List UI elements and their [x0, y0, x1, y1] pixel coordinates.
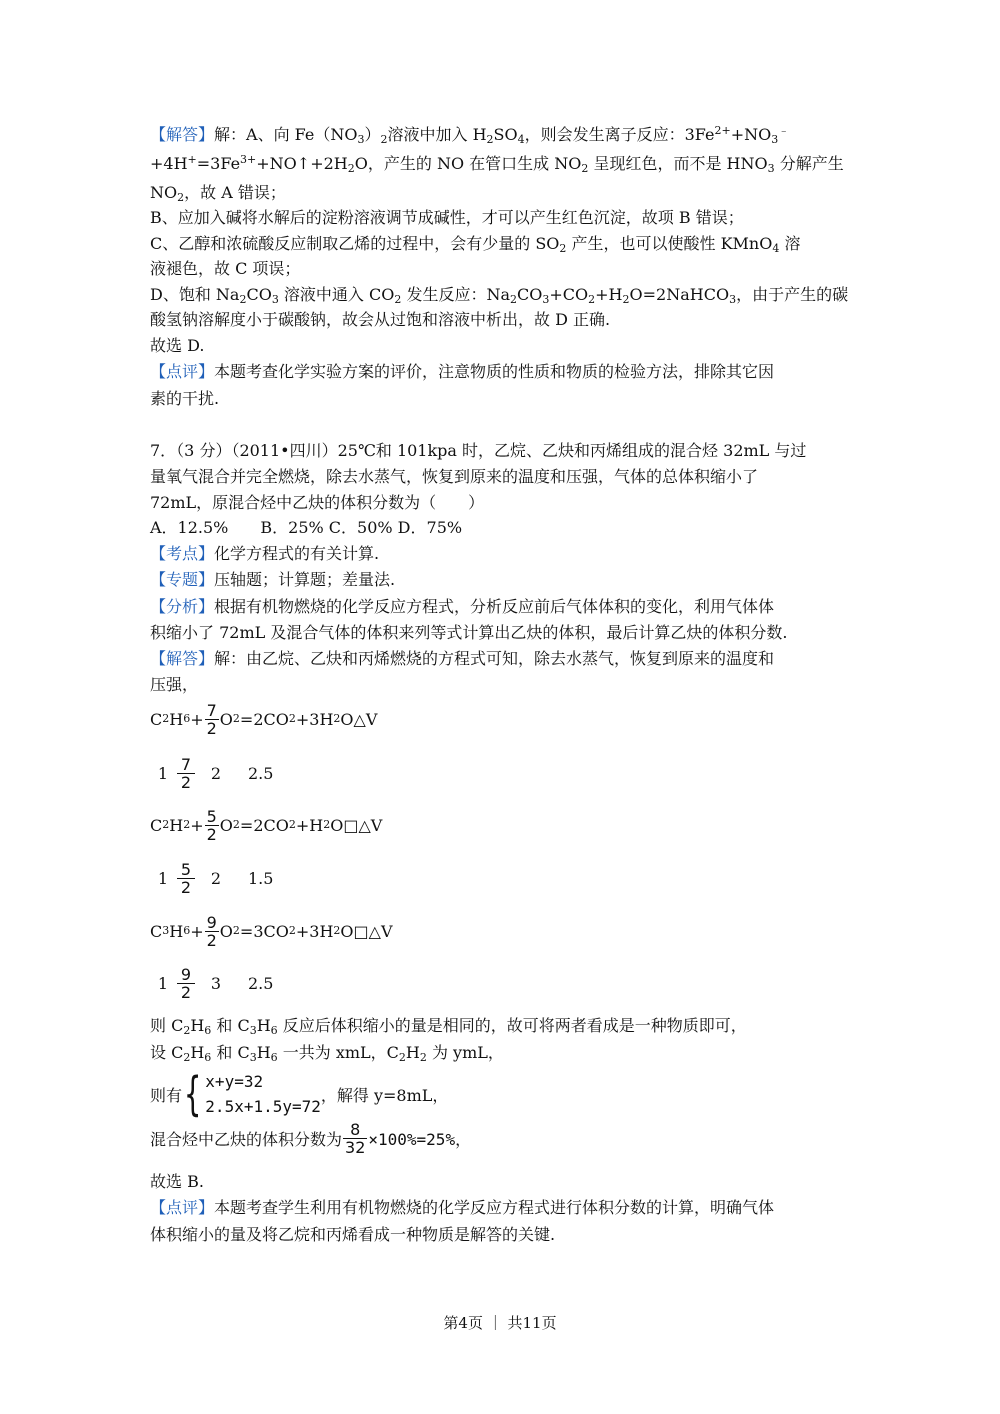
fraction: $\frac{5}{2}$ — [177, 861, 195, 896]
q7-analysis-1: 【分析】根据有机物燃烧的化学反应方程式，分析反应前后气体体积的变化，利用气体体 — [150, 597, 775, 616]
point-tag: 【考点】 — [150, 544, 215, 563]
q7-stem-3: 72mL，原混合烃中乙炔的体积分数为（ ） — [150, 493, 485, 512]
analysis-tag: 【分析】 — [150, 597, 215, 616]
q7-answer-2: 压强， — [150, 675, 199, 694]
equation-acetylene: C 2 H 2 + $\frac{5}{2}$ O 2 =2CO 2 +H 2 O□△V — [150, 806, 383, 844]
q7-stem-2: 量氧气混合并完全燃烧，除去水蒸气，恢复到原来的温度和压强，气体的总体积缩小了 — [150, 467, 759, 486]
percent-calculation: 混合烃中乙炔的体积分数为 $\frac{8}{32}$ ×100%=25%， — [150, 1120, 472, 1157]
prev-answer-line-3: $NO_2$，故 A 错误； — [150, 183, 286, 204]
ratio-row-acetylene: 1 $\frac{5}{2}$ 2 1.5 — [157, 859, 274, 897]
system-equations: x+y=32 2.5x+1.5y=72 — [205, 1072, 321, 1116]
answer-tag: 【解答】 — [150, 649, 215, 668]
q7-comment-2: 体积缩小的量及将乙烷和丙烯看成一种物质是解答的关键. — [150, 1225, 556, 1244]
q7-stem-1: 7．（3 分）（2011•四川）25℃和 101kpa 时，乙烷、乙炔和丙烯组成的混合烃 32mL 与过 — [150, 441, 807, 460]
fraction: $\frac{7}{2}$ — [206, 700, 217, 738]
prev-answer-option-d-2: 酸氢钠溶解度小于碳酸钠，故会从过饱和溶液中析出，故 D 正确. — [150, 310, 611, 329]
equation-propene: C 3 H 6 + $\frac{9}{2}$ O 2 =3CO 2 +3H 2 O□△V — [150, 912, 393, 950]
page-footer: 第4页 ｜ 共11页 — [443, 1314, 557, 1332]
equation-system: 则有 { x+y=32 2.5x+1.5y=72 ，解得 y=8mL， — [150, 1067, 449, 1121]
prev-comment-1: 【点评】本题考查化学实验方案的评价，注意物质的性质和物质的检验方法，排除其它因 — [150, 362, 775, 381]
q7-point: 【考点】化学方程式的有关计算. — [150, 544, 380, 563]
q7-comment-1: 【点评】本题考查学生利用有机物燃烧的化学反应方程式进行体积分数的计算，明确气体 — [150, 1198, 775, 1217]
prev-answer-option-d-1: D、饱和 $Na_2CO_3$ 溶液中通入 $CO_2$ 发生反应：$Na_2CO_3+CO_2+H_2O=2NaHCO_3$，由于产生的碳 — [150, 285, 849, 306]
prev-choice: 故选 D. — [150, 336, 205, 355]
prev-answer-option-c-2: 液褪色，故 C 项误； — [150, 259, 301, 278]
prev-answer-option-b: B、应加入碱将水解后的淀粉溶液调节成碱性，才可以产生红色沉淀，故项 B 错误； — [150, 208, 744, 227]
q7-then-2: 设 $C_2H_6$ 和 $C_3H_6$ 一共为 xmL，$C_2H_2$ 为 ymL， — [150, 1043, 504, 1064]
q7-analysis-2: 积缩小了 72mL 及混合气体的体积来列等式计算出乙炔的体积，最后计算乙炔的体积分数. — [150, 623, 788, 642]
fraction: $\frac{9}{2}$ — [206, 912, 217, 950]
q7-topic: 【专题】压轴题；计算题；差量法. — [150, 570, 396, 589]
q7-choice: 故选 B. — [150, 1172, 204, 1191]
answer-tag: 【解答】 — [150, 125, 215, 144]
ratio-row-propene: 1 $\frac{9}{2}$ 3 2.5 — [157, 964, 274, 1002]
prev-comment-2: 素的干扰. — [150, 389, 220, 408]
q7-answer-1: 【解答】解：由乙烷、乙炔和丙烯燃烧的方程式可知，除去水蒸气，恢复到原来的温度和 — [150, 649, 775, 668]
prev-answer-line-1: 【解答】解：A、向 $Fe(NO_3)_2$溶液中加入 $H_2SO_4$，则会发生离子反应：$3Fe^{2+}+NO_3^﹣$ — [150, 124, 790, 146]
q7-options: A．12.5% B．25% C．50% D．75% — [150, 518, 463, 537]
prev-answer-option-c-1: C、乙醇和浓硫酸反应制取乙烯的过程中，会有少量的 $SO_2$ 产生，也可以使酸性 KMnO$_4$ 溶 — [150, 234, 801, 255]
equation-ethane: C 2 H 6 + $\frac{7}{2}$ O 2 =2CO 2 +3H 2 O△V — [150, 700, 378, 738]
left-brace-icon: { — [183, 1067, 202, 1121]
fraction: $\frac{5}{2}$ — [206, 806, 217, 844]
fraction: $\frac{7}{2}$ — [177, 756, 195, 791]
comment-tag: 【点评】 — [150, 362, 215, 381]
ratio-row-ethane: 1 $\frac{7}{2}$ 2 2.5 — [157, 754, 274, 792]
q7-then-1: 则 $C_2H_6$ 和 $C_3H_6$ 反应后体积缩小的量是相同的，故可将两者看成是一种物质即可， — [150, 1016, 747, 1037]
comment-tag: 【点评】 — [150, 1198, 215, 1217]
fraction: $\frac{8}{32}$ — [345, 1120, 366, 1157]
prev-answer-line-2: $+4H^+=3Fe^{3+}+NO↑+2H_2O$，产生的 NO 在管口生成 $NO_2$ 呈现红色，而不是 $HNO_3$ 分解产生 — [150, 153, 844, 175]
topic-tag: 【专题】 — [150, 570, 215, 589]
fraction: $\frac{9}{2}$ — [177, 966, 195, 1001]
